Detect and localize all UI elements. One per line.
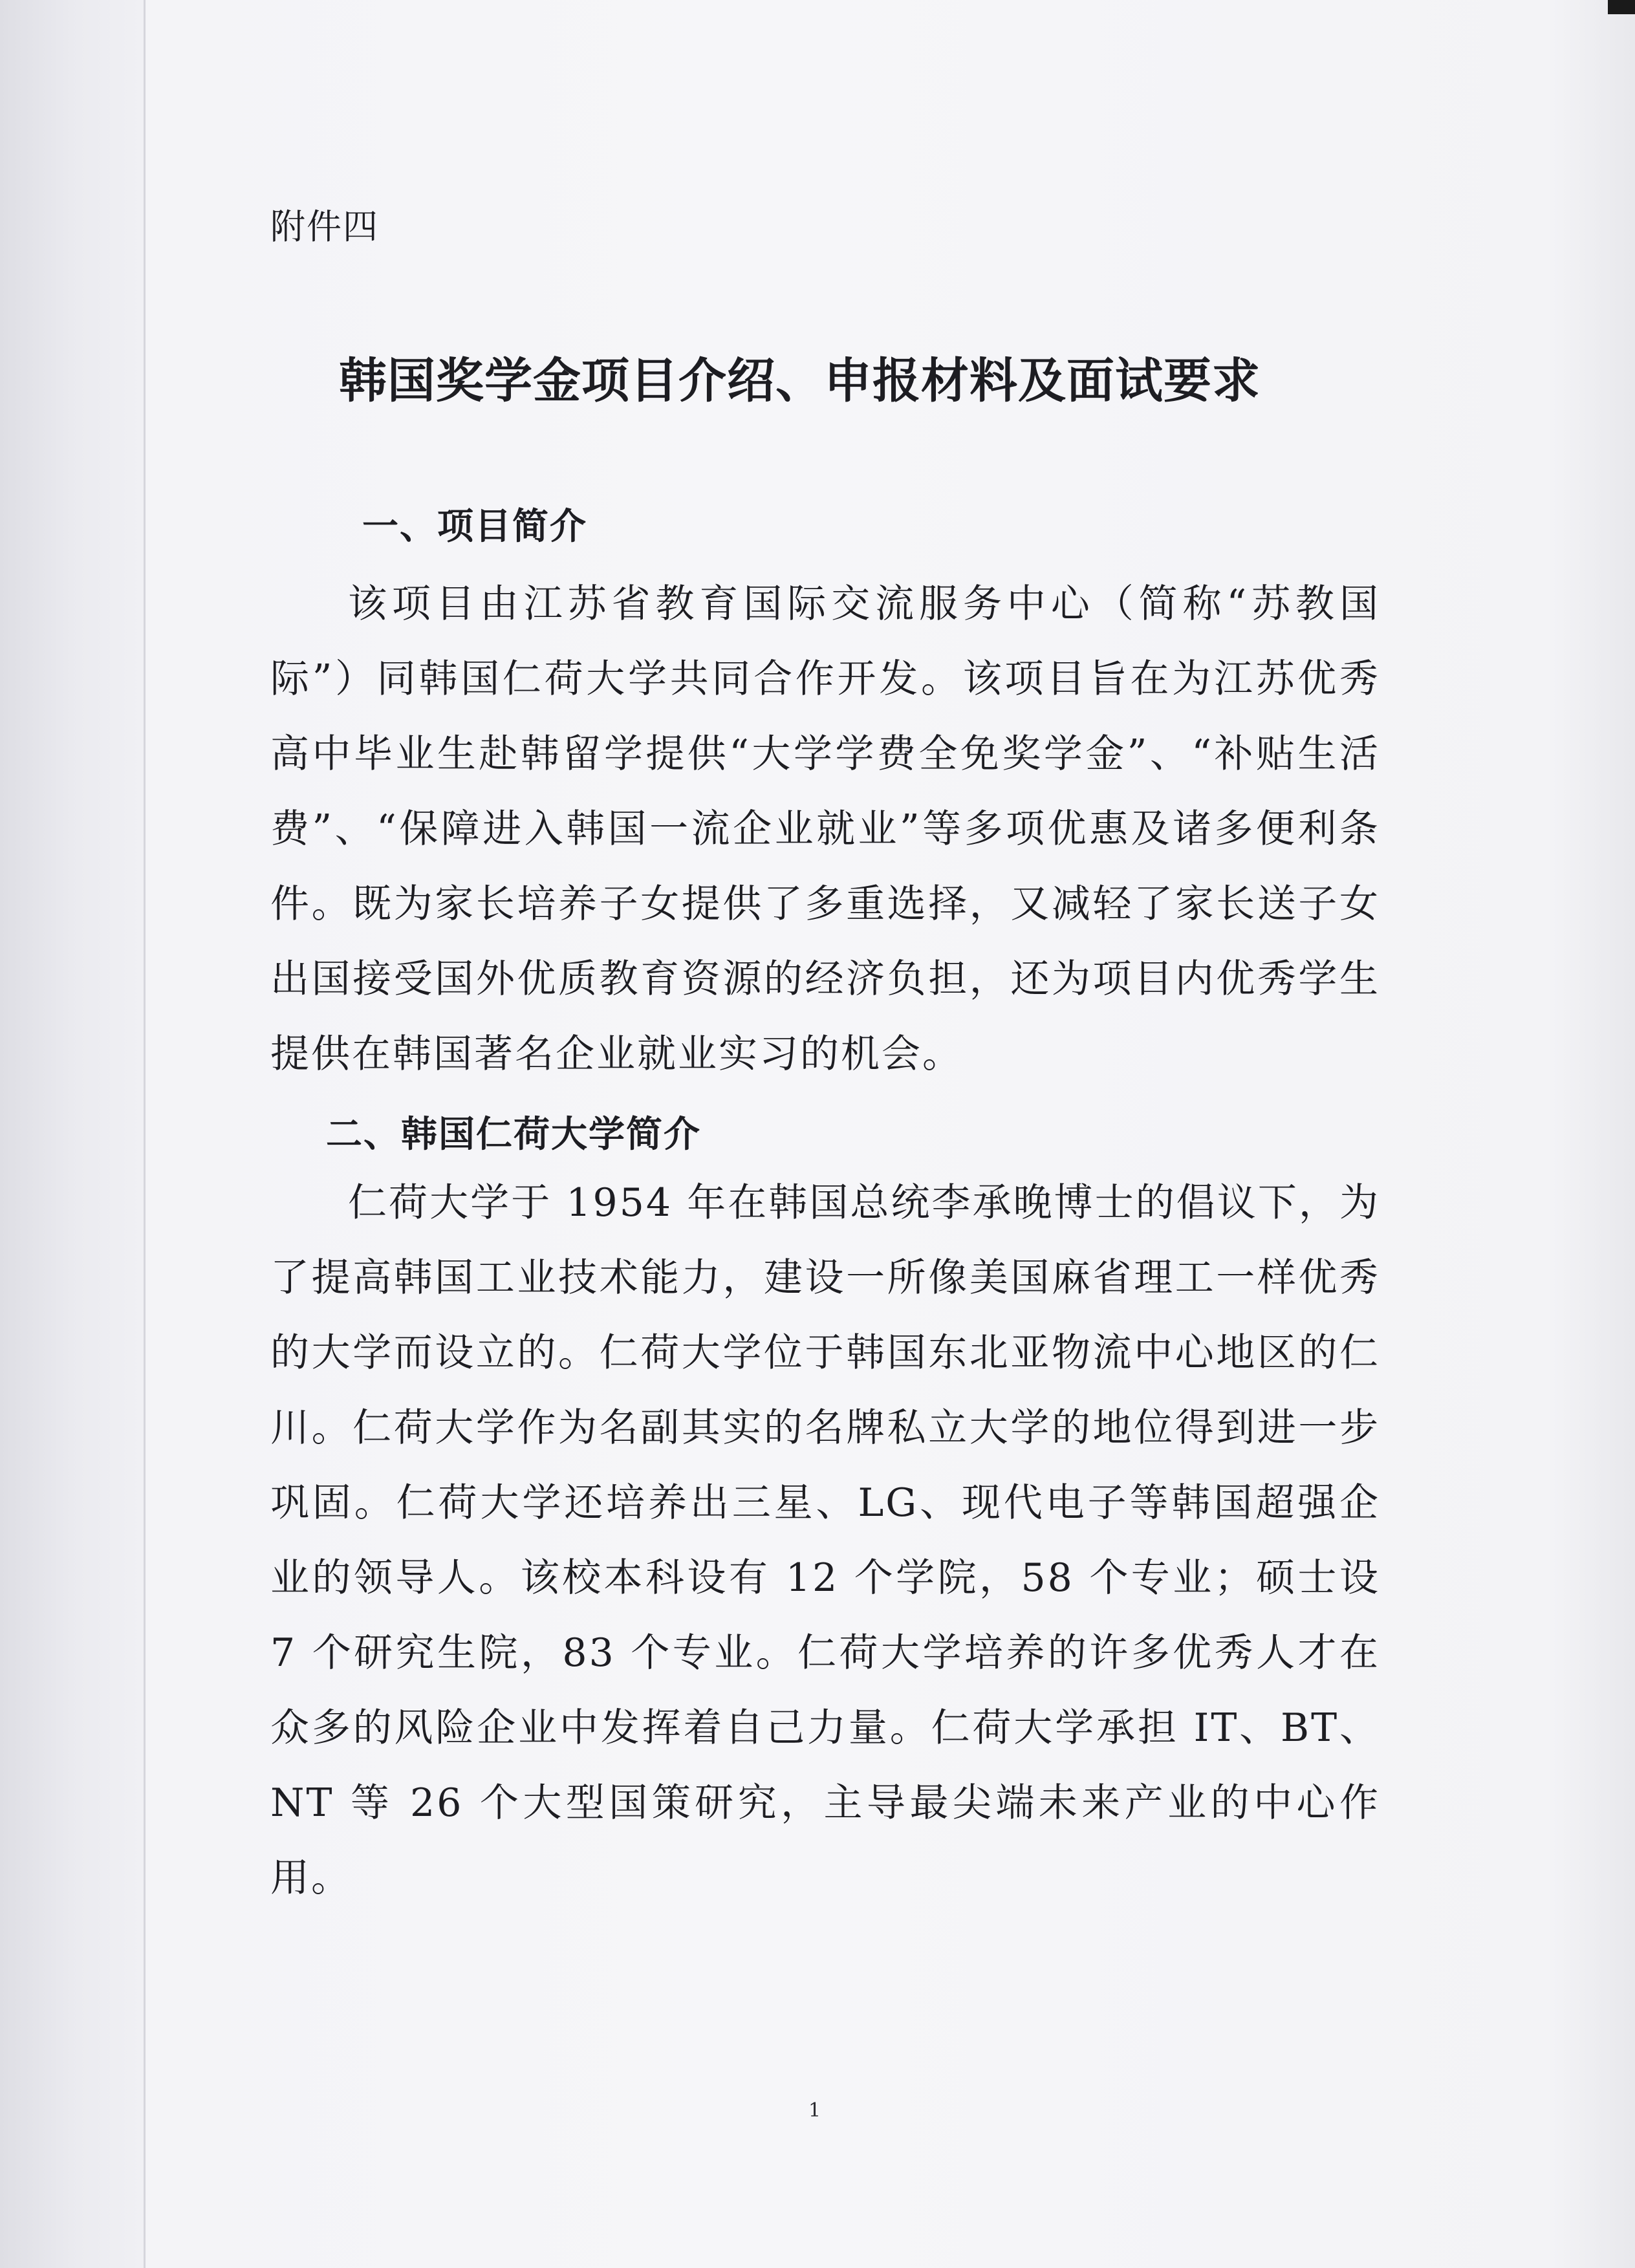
section-paragraph-project-intro: 该项目由江苏省教育国际交流服务中心（简称“苏教国际”）同韩国仁荷大学共同合作开发。该项目旨在为江苏优秀高中毕业生赴韩留学提供“大学学费全免奖学金”、“补贴生活费”、“保障进入韩国一流企业就业”等多项优惠及诸多便利条件。既为家长培养子女提供了多重选择，又减轻了家长送子女出国接受国外优质教育资源的经济负担，还为项目内优秀学生提供在韩国著名企业就业实习的机会。 xyxy=(270,581,1380,1077)
section-heading-inha-intro: 二、韩国仁荷大学简介 xyxy=(326,1114,701,1156)
scan-corner-mark xyxy=(1608,0,1635,14)
document-title: 韩国奖学金项目介绍、申报材料及面试要求 xyxy=(339,353,1261,409)
attachment-label: 附件四 xyxy=(270,206,379,247)
binding-shadow xyxy=(0,0,144,2268)
binding-line xyxy=(144,0,146,2268)
page-number: 1 xyxy=(808,2099,821,2122)
section-heading-project-intro: 一、项目简介 xyxy=(362,506,587,548)
section-paragraph-inha-intro: 仁荷大学于 1954 年在韩国总统李承晚博士的倡议下，为了提高韩国工业技术能力，建设一所像美国麻省理工一样优秀的大学而设立的。仁荷大学位于韩国东北亚物流中心地区的仁川。仁荷大学作为名副其实的名牌私立大学的地位得到进一步巩固。仁荷大学还培养出三星、LG、现代电子等韩国超强企业的领导人。该校本科设有 12 个学院，58 个专业；硕士设 7 个研究生院，83 个专业。仁荷大学培养的许多优秀人才在众多的风险企业中发挥着自己力量。仁荷大学承担 IT、BT、NT 等 26 个大型国策研究，主导最尖端未来产业的中心作用。 xyxy=(270,1180,1380,1901)
